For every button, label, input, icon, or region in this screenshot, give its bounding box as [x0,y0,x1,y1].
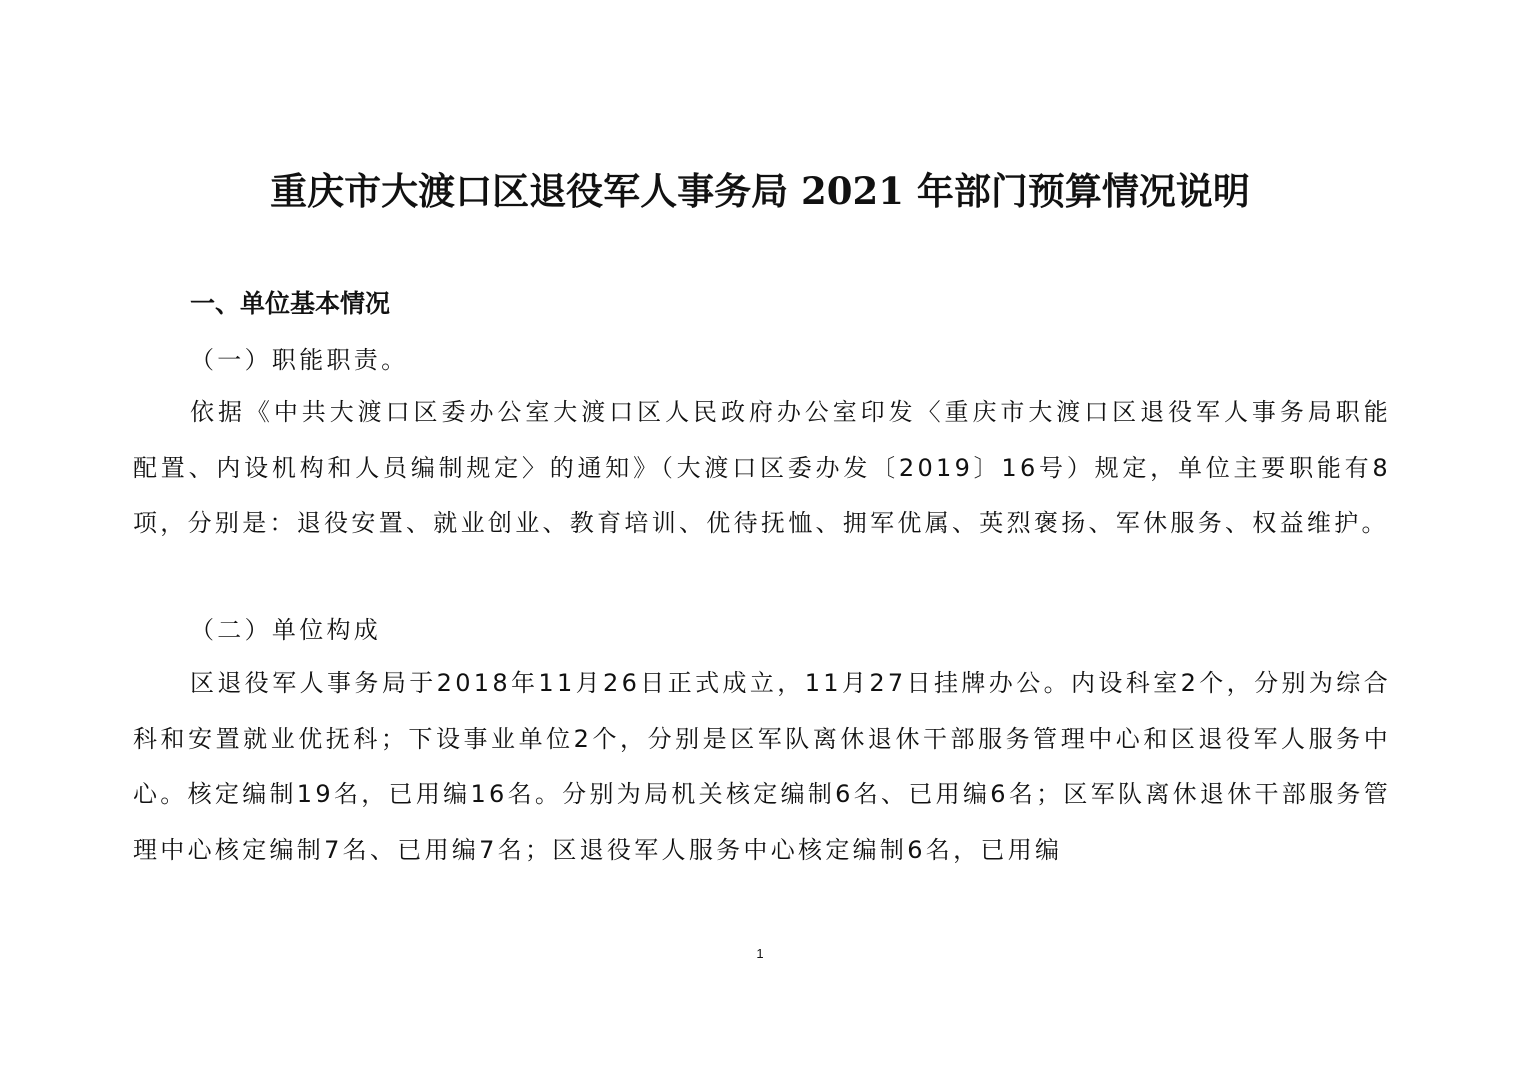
paragraph-duties: 依据《中共大渡口区委办公室大渡口区人民政府办公室印发〈重庆市大渡口区退役军人事务局职能配置、内设机构和人员编制规定〉的通知》（大渡口区委办发〔2019〕16号）规定，单位主要职能有8项，分别是：退役安置、就业创业、教育培训、优待抚恤、拥军优属、英烈褒扬、军休服务、权益维护。 [133,398,1391,537]
section-heading: 一、单位基本情况 [190,289,391,318]
page-number: 1 [756,946,764,961]
paragraph-composition: 区退役军人事务局于2018年11月26日正式成立，11月27日挂牌办公。内设科室2个，分别为综合科和安置就业优抚科；下设事业单位2个，分别是区军队离休退休干部服务管理中心和区退役军人服务中心。核定编制19名，已用编16名。分别为局机关核定编制6名、已用编6名；区军队离休退休干部服务管理中心核定编制7名、已用编7名；区退役军人服务中心核定编制6名，已用编 [133,669,1392,864]
subsection-heading-composition: （二）单位构成 [190,616,382,644]
subsection-heading-duties: （一）职能职责。 [190,346,409,374]
document-title: 重庆市大渡口区退役军人事务局 2021 年部门预算情况说明 [270,169,1250,213]
